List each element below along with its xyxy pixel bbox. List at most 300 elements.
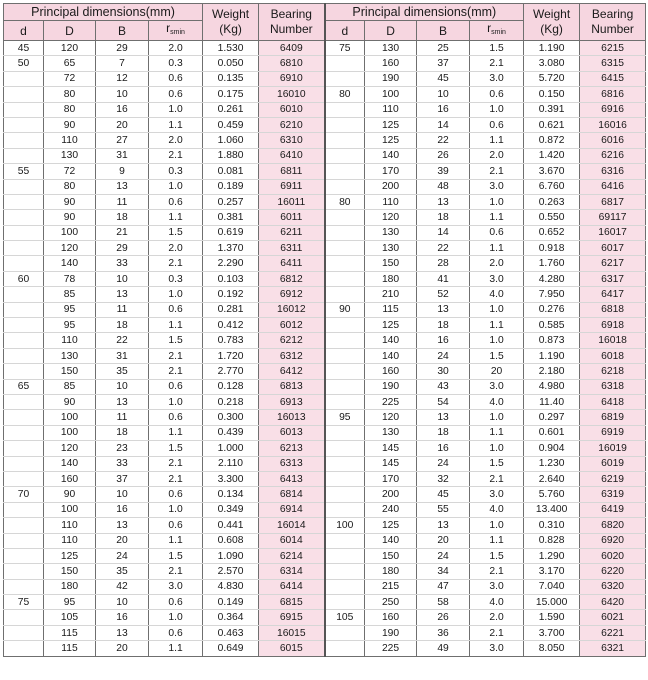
right-bore-d-cell — [325, 394, 365, 409]
right-weight-cell: 5.720 — [524, 71, 580, 86]
right-bore-d-cell — [325, 441, 365, 456]
table-row — [4, 194, 646, 209]
right-outer-D-cell: 190 — [365, 379, 417, 394]
left-bearing-number-cell: 6311 — [259, 241, 325, 256]
right-bore-d-cell — [325, 456, 365, 471]
left-outer-D-cell: 78 — [44, 271, 96, 286]
left-weight-cell: 0.192 — [203, 287, 259, 302]
right-width-B-cell: 25 — [417, 41, 470, 56]
left-chamfer-r-cell: 0.3 — [149, 56, 203, 71]
right-weight-cell: 0.601 — [524, 425, 580, 440]
table-row — [4, 179, 646, 194]
left-bearing-number-cell: 6213 — [259, 441, 325, 456]
right-bore-d-cell: 100 — [325, 518, 365, 533]
right-bore-d-cell — [325, 364, 365, 379]
left-outer-D-cell: 140 — [44, 256, 96, 271]
weight-header-right — [524, 4, 580, 41]
left-bearing-number-cell: 6314 — [259, 564, 325, 579]
table-row — [4, 348, 646, 363]
right-bearing-number-cell: 6418 — [580, 394, 646, 409]
right-bore-d-cell: 75 — [325, 41, 365, 56]
right-chamfer-r-cell: 1.1 — [470, 318, 524, 333]
right-bore-d-cell — [325, 164, 365, 179]
left-width-B-cell: 13 — [96, 625, 149, 640]
left-weight-cell: 0.103 — [203, 271, 259, 286]
left-weight-cell: 0.783 — [203, 333, 259, 348]
right-width-B-cell: 13 — [417, 518, 470, 533]
right-weight-cell: 2.640 — [524, 471, 580, 486]
right-bore-d-cell — [325, 348, 365, 363]
right-width-B-cell: 54 — [417, 394, 470, 409]
left-bore-d-cell — [4, 641, 44, 656]
table-row — [4, 487, 646, 502]
right-weight-cell: 1.190 — [524, 348, 580, 363]
table-row — [4, 595, 646, 610]
left-weight-cell: 0.189 — [203, 179, 259, 194]
right-bore-d-cell — [325, 533, 365, 548]
weight-header-left — [203, 4, 259, 41]
table-row — [4, 241, 646, 256]
right-bore-d-cell — [325, 579, 365, 594]
right-bearing-number-cell: 16016 — [580, 117, 646, 132]
left-bore-d-cell: 75 — [4, 595, 44, 610]
left-width-B-cell: 18 — [96, 425, 149, 440]
right-outer-D-cell: 160 — [365, 56, 417, 71]
left-weight-cell: 1.530 — [203, 41, 259, 56]
left-chamfer-r-cell: 3.0 — [149, 579, 203, 594]
right-bore-d-cell — [325, 471, 365, 486]
left-weight-cell: 0.300 — [203, 410, 259, 425]
left-weight-cell: 0.135 — [203, 71, 259, 86]
col-header-B: B — [417, 21, 470, 41]
right-outer-D-cell: 140 — [365, 333, 417, 348]
table-row — [4, 87, 646, 102]
right-bore-d-cell — [325, 425, 365, 440]
left-width-B-cell: 16 — [96, 610, 149, 625]
table-row — [4, 533, 646, 548]
left-bore-d-cell — [4, 256, 44, 271]
right-bearing-number-cell: 6920 — [580, 533, 646, 548]
left-outer-D-cell: 120 — [44, 441, 96, 456]
left-outer-D-cell: 120 — [44, 241, 96, 256]
right-weight-cell: 0.297 — [524, 410, 580, 425]
left-bearing-number-cell: 6812 — [259, 271, 325, 286]
left-chamfer-r-cell: 1.0 — [149, 610, 203, 625]
left-outer-D-cell: 100 — [44, 425, 96, 440]
left-width-B-cell: 7 — [96, 56, 149, 71]
left-bearing-number-cell: 6013 — [259, 425, 325, 440]
right-outer-D-cell: 180 — [365, 271, 417, 286]
left-bearing-number-cell: 6914 — [259, 502, 325, 517]
left-chamfer-r-cell: 2.0 — [149, 133, 203, 148]
left-weight-cell: 0.149 — [203, 595, 259, 610]
right-width-B-cell: 24 — [417, 348, 470, 363]
left-chamfer-r-cell: 1.1 — [149, 117, 203, 132]
table-row — [4, 502, 646, 517]
right-width-B-cell: 49 — [417, 641, 470, 656]
right-width-B-cell: 45 — [417, 71, 470, 86]
right-width-B-cell: 43 — [417, 379, 470, 394]
left-outer-D-cell: 95 — [44, 318, 96, 333]
right-chamfer-r-cell: 1.1 — [470, 533, 524, 548]
left-chamfer-r-cell: 2.1 — [149, 256, 203, 271]
right-bore-d-cell — [325, 641, 365, 656]
right-bore-d-cell — [325, 210, 365, 225]
left-chamfer-r-cell: 2.1 — [149, 148, 203, 163]
left-width-B-cell: 11 — [96, 302, 149, 317]
right-bearing-number-cell: 6918 — [580, 318, 646, 333]
table-row — [4, 225, 646, 240]
left-weight-cell: 2.110 — [203, 456, 259, 471]
left-width-B-cell: 35 — [96, 364, 149, 379]
left-width-B-cell: 16 — [96, 102, 149, 117]
left-bearing-number-cell: 16015 — [259, 625, 325, 640]
left-bore-d-cell — [4, 441, 44, 456]
right-width-B-cell: 47 — [417, 579, 470, 594]
left-bearing-number-cell: 6411 — [259, 256, 325, 271]
right-bearing-number-cell: 6220 — [580, 564, 646, 579]
table-row — [4, 164, 646, 179]
right-weight-cell: 7.040 — [524, 579, 580, 594]
right-bearing-number-cell: 16017 — [580, 225, 646, 240]
left-weight-cell: 0.257 — [203, 194, 259, 209]
right-outer-D-cell: 225 — [365, 641, 417, 656]
left-weight-cell: 1.060 — [203, 133, 259, 148]
right-bore-d-cell — [325, 179, 365, 194]
left-bore-d-cell — [4, 610, 44, 625]
left-chamfer-r-cell: 2.1 — [149, 456, 203, 471]
principal-dimensions-header-right: Principal dimensions(mm) — [325, 4, 524, 21]
right-weight-cell: 1.420 — [524, 148, 580, 163]
table-row — [4, 579, 646, 594]
left-width-B-cell: 20 — [96, 641, 149, 656]
right-weight-cell: 1.290 — [524, 548, 580, 563]
right-outer-D-cell: 140 — [365, 533, 417, 548]
right-chamfer-r-cell: 2.0 — [470, 610, 524, 625]
left-outer-D-cell: 90 — [44, 210, 96, 225]
left-bore-d-cell — [4, 410, 44, 425]
right-weight-cell: 3.670 — [524, 164, 580, 179]
right-bearing-number-cell: 6916 — [580, 102, 646, 117]
right-weight-cell: 6.760 — [524, 179, 580, 194]
left-chamfer-r-cell: 1.1 — [149, 533, 203, 548]
left-outer-D-cell: 65 — [44, 56, 96, 71]
right-bearing-number-cell: 16019 — [580, 441, 646, 456]
left-width-B-cell: 23 — [96, 441, 149, 456]
right-bearing-number-cell: 6017 — [580, 241, 646, 256]
table-row — [4, 410, 646, 425]
right-weight-cell: 0.310 — [524, 518, 580, 533]
table-row — [4, 394, 646, 409]
left-chamfer-r-cell: 1.1 — [149, 210, 203, 225]
right-bearing-number-cell: 6318 — [580, 379, 646, 394]
right-bore-d-cell — [325, 333, 365, 348]
left-weight-cell: 1.720 — [203, 348, 259, 363]
left-bore-d-cell — [4, 87, 44, 102]
right-outer-D-cell: 120 — [365, 210, 417, 225]
right-width-B-cell: 13 — [417, 410, 470, 425]
right-chamfer-r-cell: 2.0 — [470, 256, 524, 271]
table-row — [4, 518, 646, 533]
right-outer-D-cell: 110 — [365, 194, 417, 209]
right-chamfer-r-cell: 1.0 — [470, 102, 524, 117]
right-bore-d-cell — [325, 595, 365, 610]
left-weight-cell: 4.830 — [203, 579, 259, 594]
left-bore-d-cell — [4, 518, 44, 533]
left-outer-D-cell: 105 — [44, 610, 96, 625]
left-outer-D-cell: 110 — [44, 518, 96, 533]
left-width-B-cell: 22 — [96, 333, 149, 348]
left-weight-cell: 0.608 — [203, 533, 259, 548]
table-row — [4, 564, 646, 579]
col-header-d: d — [325, 21, 365, 41]
right-bearing-number-cell: 6420 — [580, 595, 646, 610]
left-chamfer-r-cell: 0.6 — [149, 379, 203, 394]
left-width-B-cell: 31 — [96, 348, 149, 363]
left-width-B-cell: 24 — [96, 548, 149, 563]
right-chamfer-r-cell: 1.0 — [470, 302, 524, 317]
left-weight-cell: 0.281 — [203, 302, 259, 317]
left-bore-d-cell: 60 — [4, 271, 44, 286]
right-outer-D-cell: 125 — [365, 318, 417, 333]
left-outer-D-cell: 115 — [44, 641, 96, 656]
left-chamfer-r-cell: 2.1 — [149, 348, 203, 363]
right-outer-D-cell: 190 — [365, 71, 417, 86]
left-width-B-cell: 11 — [96, 194, 149, 209]
left-bearing-number-cell: 6913 — [259, 394, 325, 409]
left-width-B-cell: 31 — [96, 148, 149, 163]
right-chamfer-r-cell: 3.0 — [470, 379, 524, 394]
left-outer-D-cell: 80 — [44, 179, 96, 194]
left-bearing-number-cell: 16013 — [259, 410, 325, 425]
right-width-B-cell: 13 — [417, 194, 470, 209]
left-width-B-cell: 11 — [96, 410, 149, 425]
left-chamfer-r-cell: 0.6 — [149, 625, 203, 640]
left-bore-d-cell — [4, 194, 44, 209]
right-outer-D-cell: 145 — [365, 456, 417, 471]
right-outer-D-cell: 210 — [365, 287, 417, 302]
right-chamfer-r-cell: 0.6 — [470, 87, 524, 102]
right-bore-d-cell — [325, 241, 365, 256]
left-bore-d-cell — [4, 471, 44, 486]
left-bore-d-cell — [4, 225, 44, 240]
right-weight-cell: 11.40 — [524, 394, 580, 409]
left-bearing-number-cell: 6915 — [259, 610, 325, 625]
table-row — [4, 148, 646, 163]
right-width-B-cell: 34 — [417, 564, 470, 579]
left-width-B-cell: 37 — [96, 471, 149, 486]
weight-label: Weight — [211, 7, 250, 21]
right-width-B-cell: 30 — [417, 364, 470, 379]
right-outer-D-cell: 160 — [365, 610, 417, 625]
left-width-B-cell: 13 — [96, 287, 149, 302]
left-bore-d-cell — [4, 456, 44, 471]
table-row — [4, 56, 646, 71]
table-row — [4, 333, 646, 348]
right-width-B-cell: 10 — [417, 87, 470, 102]
right-outer-D-cell: 110 — [365, 102, 417, 117]
right-width-B-cell: 16 — [417, 441, 470, 456]
left-bearing-number-cell: 6413 — [259, 471, 325, 486]
right-weight-cell: 0.918 — [524, 241, 580, 256]
right-outer-D-cell: 140 — [365, 148, 417, 163]
right-chamfer-r-cell: 2.0 — [470, 148, 524, 163]
left-weight-cell: 0.619 — [203, 225, 259, 240]
left-bore-d-cell: 45 — [4, 41, 44, 56]
right-bore-d-cell — [325, 133, 365, 148]
right-chamfer-r-cell: 4.0 — [470, 394, 524, 409]
right-chamfer-r-cell: 3.0 — [470, 179, 524, 194]
right-width-B-cell: 13 — [417, 302, 470, 317]
left-chamfer-r-cell: 2.0 — [149, 41, 203, 56]
table-row — [4, 548, 646, 563]
col-header-r — [470, 21, 524, 41]
right-chamfer-r-cell: 3.0 — [470, 487, 524, 502]
right-bore-d-cell — [325, 625, 365, 640]
bearing-number-header-right — [580, 4, 646, 41]
right-width-B-cell: 24 — [417, 456, 470, 471]
left-chamfer-r-cell: 1.1 — [149, 641, 203, 656]
right-chamfer-r-cell: 3.0 — [470, 271, 524, 286]
right-outer-D-cell: 130 — [365, 225, 417, 240]
left-bore-d-cell — [4, 348, 44, 363]
right-chamfer-r-cell: 1.0 — [470, 410, 524, 425]
right-chamfer-r-cell: 1.1 — [470, 133, 524, 148]
left-width-B-cell: 10 — [96, 271, 149, 286]
left-width-B-cell: 10 — [96, 595, 149, 610]
right-chamfer-r-cell: 1.5 — [470, 348, 524, 363]
table-row — [4, 318, 646, 333]
left-outer-D-cell: 95 — [44, 595, 96, 610]
left-weight-cell: 0.441 — [203, 518, 259, 533]
right-bearing-number-cell: 6818 — [580, 302, 646, 317]
left-weight-cell: 0.364 — [203, 610, 259, 625]
left-weight-cell: 0.175 — [203, 87, 259, 102]
right-weight-cell: 1.590 — [524, 610, 580, 625]
left-chamfer-r-cell: 1.5 — [149, 225, 203, 240]
right-width-B-cell: 16 — [417, 102, 470, 117]
right-outer-D-cell: 170 — [365, 471, 417, 486]
right-bore-d-cell: 105 — [325, 610, 365, 625]
left-bore-d-cell — [4, 364, 44, 379]
left-weight-cell: 1.370 — [203, 241, 259, 256]
right-bore-d-cell — [325, 71, 365, 86]
left-bore-d-cell — [4, 333, 44, 348]
left-bore-d-cell — [4, 133, 44, 148]
right-bore-d-cell: 80 — [325, 194, 365, 209]
left-bore-d-cell — [4, 548, 44, 563]
left-outer-D-cell: 100 — [44, 502, 96, 517]
left-outer-D-cell: 160 — [44, 471, 96, 486]
left-chamfer-r-cell: 0.6 — [149, 595, 203, 610]
left-bore-d-cell — [4, 148, 44, 163]
table-row — [4, 471, 646, 486]
right-width-B-cell: 18 — [417, 318, 470, 333]
right-outer-D-cell: 180 — [365, 564, 417, 579]
left-bore-d-cell — [4, 302, 44, 317]
right-chamfer-r-cell: 20 — [470, 364, 524, 379]
left-chamfer-r-cell: 1.0 — [149, 394, 203, 409]
left-weight-cell: 0.081 — [203, 164, 259, 179]
right-outer-D-cell: 125 — [365, 133, 417, 148]
left-outer-D-cell: 72 — [44, 164, 96, 179]
r-subscript: smin — [491, 29, 506, 36]
left-chamfer-r-cell: 1.0 — [149, 179, 203, 194]
left-width-B-cell: 42 — [96, 579, 149, 594]
left-bore-d-cell — [4, 579, 44, 594]
right-outer-D-cell: 150 — [365, 548, 417, 563]
weight-unit: (Kg) — [219, 22, 242, 36]
right-outer-D-cell: 130 — [365, 425, 417, 440]
right-bearing-number-cell: 6819 — [580, 410, 646, 425]
left-weight-cell: 2.570 — [203, 564, 259, 579]
right-bearing-number-cell: 69117 — [580, 210, 646, 225]
right-weight-cell: 0.828 — [524, 533, 580, 548]
left-chamfer-r-cell: 2.0 — [149, 241, 203, 256]
left-bore-d-cell — [4, 71, 44, 86]
left-bearing-number-cell: 16010 — [259, 87, 325, 102]
left-weight-cell: 0.128 — [203, 379, 259, 394]
left-bearing-number-cell: 6012 — [259, 318, 325, 333]
table-row — [4, 71, 646, 86]
left-bearing-number-cell: 6014 — [259, 533, 325, 548]
left-outer-D-cell: 90 — [44, 487, 96, 502]
left-weight-cell: 0.463 — [203, 625, 259, 640]
left-bearing-number-cell: 6310 — [259, 133, 325, 148]
right-weight-cell: 2.180 — [524, 364, 580, 379]
col-header-D: D — [44, 21, 96, 41]
left-bore-d-cell — [4, 117, 44, 132]
right-bearing-number-cell: 6415 — [580, 71, 646, 86]
left-chamfer-r-cell: 0.6 — [149, 194, 203, 209]
bearing-spec-table — [3, 3, 646, 657]
right-width-B-cell: 14 — [417, 117, 470, 132]
r-label: r — [166, 21, 171, 35]
left-bearing-number-cell: 6412 — [259, 364, 325, 379]
right-bearing-number-cell: 6217 — [580, 256, 646, 271]
left-weight-cell: 0.050 — [203, 56, 259, 71]
right-width-B-cell: 36 — [417, 625, 470, 640]
right-chamfer-r-cell: 1.5 — [470, 41, 524, 56]
left-outer-D-cell: 72 — [44, 71, 96, 86]
right-weight-cell: 15.000 — [524, 595, 580, 610]
right-weight-cell: 0.550 — [524, 210, 580, 225]
right-width-B-cell: 14 — [417, 225, 470, 240]
left-outer-D-cell: 150 — [44, 364, 96, 379]
left-outer-D-cell: 180 — [44, 579, 96, 594]
right-chamfer-r-cell: 2.1 — [470, 564, 524, 579]
bearing-spec-table-wrapper — [3, 3, 645, 667]
right-bearing-number-cell: 6316 — [580, 164, 646, 179]
left-chamfer-r-cell: 2.1 — [149, 564, 203, 579]
right-chamfer-r-cell: 2.1 — [470, 56, 524, 71]
left-width-B-cell: 10 — [96, 87, 149, 102]
right-chamfer-r-cell: 2.1 — [470, 625, 524, 640]
left-outer-D-cell: 110 — [44, 133, 96, 148]
left-chamfer-r-cell: 1.1 — [149, 425, 203, 440]
col-header-r — [149, 21, 203, 41]
left-outer-D-cell: 85 — [44, 379, 96, 394]
left-outer-D-cell: 140 — [44, 456, 96, 471]
right-chamfer-r-cell: 1.0 — [470, 333, 524, 348]
table-row — [4, 302, 646, 317]
left-chamfer-r-cell: 0.6 — [149, 410, 203, 425]
right-weight-cell: 0.872 — [524, 133, 580, 148]
right-bearing-number-cell: 6416 — [580, 179, 646, 194]
right-width-B-cell: 20 — [417, 533, 470, 548]
right-bearing-number-cell: 6820 — [580, 518, 646, 533]
left-bore-d-cell — [4, 564, 44, 579]
